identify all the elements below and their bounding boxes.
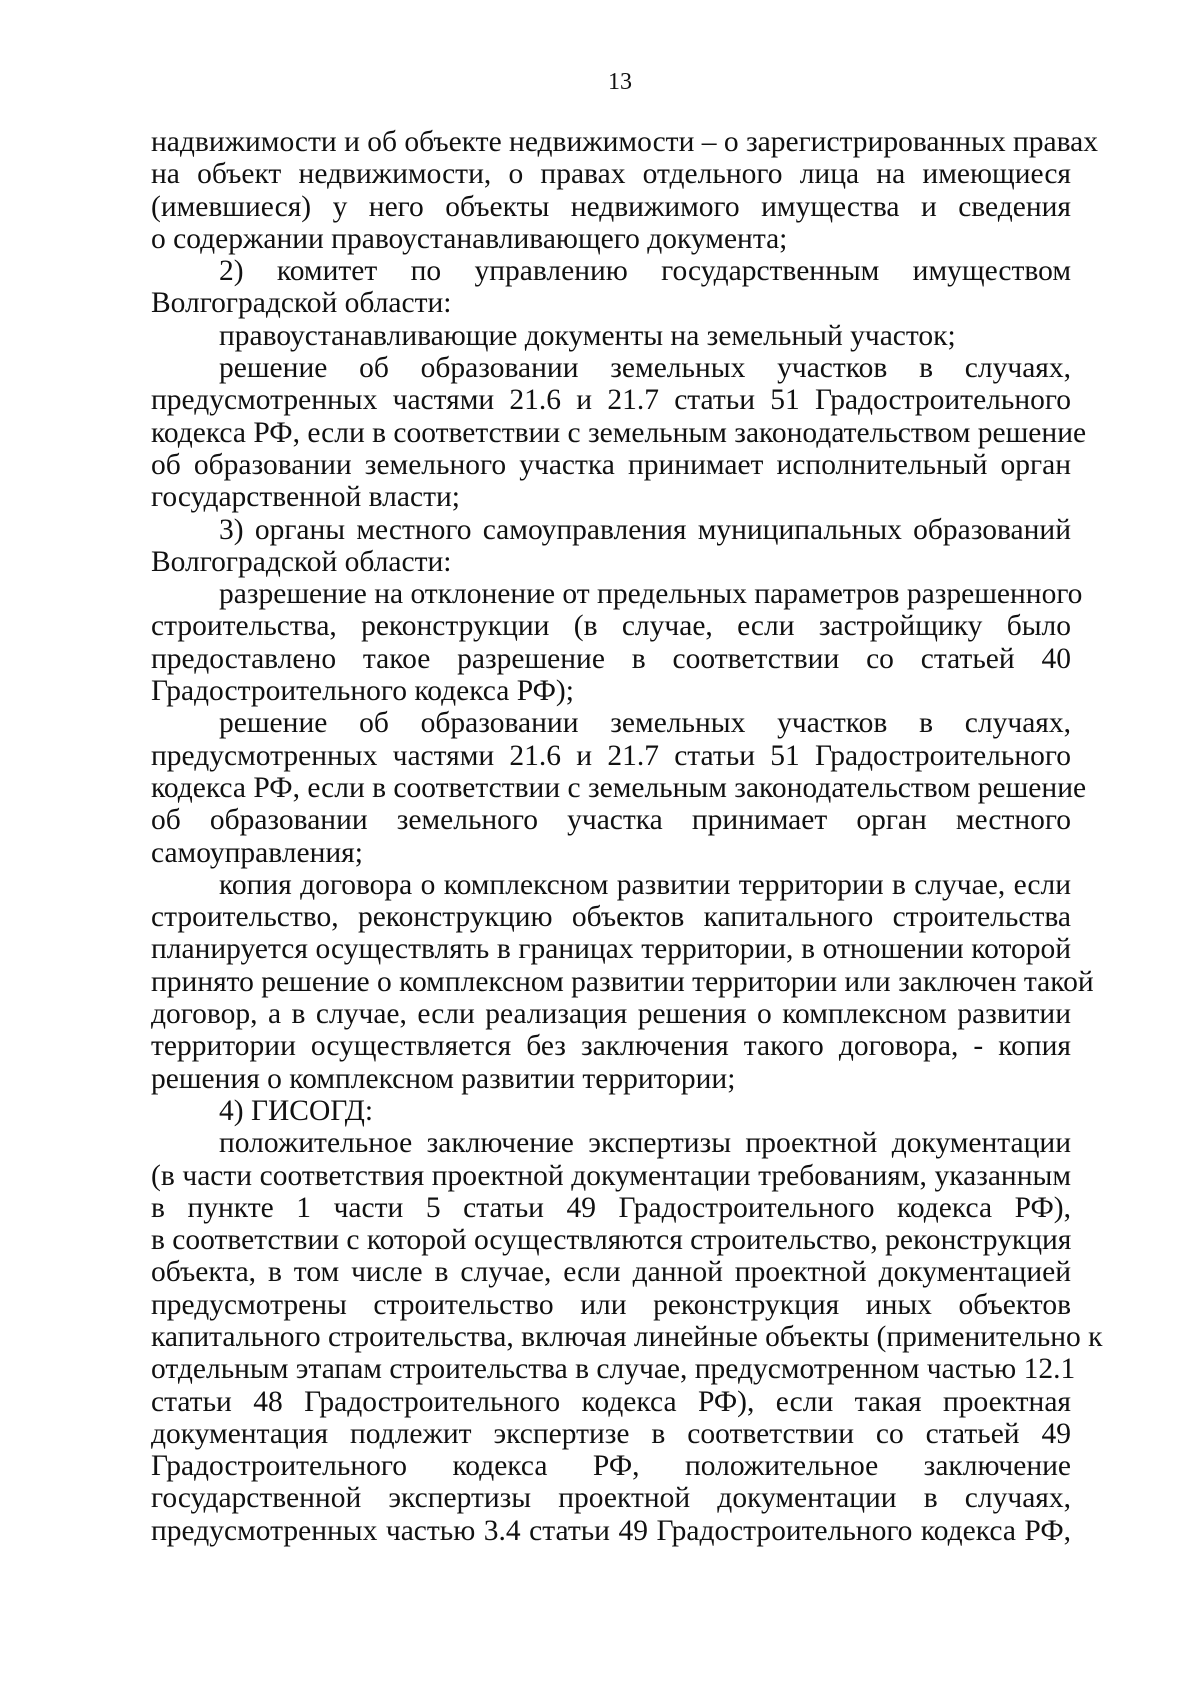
- text-line: 3) органы местного самоуправления муниципальных образований: [219, 513, 1071, 546]
- text-line: капитального строительства, включая линейные объекты (применительно к: [151, 1320, 1103, 1353]
- text-line: предусмотрены строительство или реконструкция иных объектов: [151, 1288, 1071, 1321]
- text-line: строительства, реконструкции (в случае, если застройщику было: [151, 610, 1071, 643]
- text-line: 4) ГИСОГД:: [219, 1094, 374, 1127]
- text-line: кодекса РФ, если в соответствии с земельным законодательством решение: [151, 771, 1087, 804]
- text-line: (в части соответствия проектной документации требованиям, указанным: [151, 1159, 1071, 1192]
- text-line: положительное заключение экспертизы проектной документации: [219, 1127, 1071, 1160]
- page-number: 13: [608, 69, 632, 95]
- text-line: копия договора о комплексном развитии территории в случае, если: [219, 868, 1071, 901]
- text-line: правоустанавливающие документы на земельный участок;: [219, 319, 956, 352]
- text-line: предусмотренных частью 3.4 статьи 49 Градостроительного кодекса РФ,: [151, 1514, 1071, 1547]
- text-line: Градостроительного кодекса РФ, положительное заключение: [151, 1450, 1071, 1483]
- text-line: об образовании земельного участка принимает орган местного: [151, 804, 1071, 837]
- text-line: отдельным этапам строительства в случае, предусмотренном частью 12.1: [151, 1353, 1076, 1386]
- text-line: планируется осуществлять в границах территории, в отношении которой: [151, 933, 1071, 966]
- text-line: в соответствии с которой осуществляются строительство, реконструкция: [151, 1224, 1072, 1257]
- text-line: предусмотренных частями 21.6 и 21.7 статьи 51 Градостроительного: [151, 739, 1071, 772]
- text-line: в пункте 1 части 5 статьи 49 Градостроительного кодекса РФ),: [151, 1191, 1071, 1224]
- document-body: [151, 126, 1103, 1547]
- text-line: предусмотренных частями 21.6 и 21.7 статьи 51 Градостроительного: [151, 384, 1071, 417]
- text-line: самоуправления;: [151, 836, 363, 869]
- text-line: (имевшиеся) у него объекты недвижимого имущества и сведения: [151, 190, 1071, 223]
- text-line: Градостроительного кодекса РФ);: [151, 675, 574, 708]
- text-line: на объект недвижимости, о правах отдельного лица на имеющиеся: [151, 158, 1071, 191]
- text-line: договор, а в случае, если реализация решения о комплексном развитии: [151, 998, 1071, 1031]
- text-line: решение об образовании земельных участков в случаях,: [219, 352, 1071, 385]
- text-line: статьи 48 Градостроительного кодекса РФ), если такая проектная: [151, 1385, 1071, 1418]
- text-line: решение об образовании земельных участков в случаях,: [219, 707, 1071, 740]
- text-line: Волгоградской области:: [151, 287, 452, 320]
- text-line: о содержании правоустанавливающего документа;: [151, 222, 788, 255]
- text-line: кодекса РФ, если в соответствии с земельным законодательством решение: [151, 416, 1087, 449]
- text-line: Волгоградской области:: [151, 545, 452, 578]
- text-line: решения о комплексном развитии территории;: [151, 1062, 736, 1095]
- text-line: об образовании земельного участка принимает исполнительный орган: [151, 448, 1071, 481]
- text-line: предоставлено такое разрешение в соответствии со статьей 40: [151, 642, 1071, 675]
- text-line: строительство, реконструкцию объектов капитального строительства: [151, 901, 1071, 934]
- text-line: документация подлежит экспертизе в соответствии со статьей 49: [151, 1417, 1071, 1450]
- text-line: государственной экспертизы проектной документации в случаях,: [151, 1482, 1071, 1515]
- text-line: принято решение о комплексном развитии территории или заключен такой: [151, 965, 1094, 998]
- text-line: разрешение на отклонение от предельных параметров разрешенного: [219, 578, 1083, 611]
- text-line: 2) комитет по управлению государственным имуществом: [219, 255, 1071, 288]
- text-line: надвижимости и об объекте недвижимости – о зарегистрированных правах: [151, 126, 1099, 158]
- text-line: территории осуществляется без заключения такого договора, - копия: [151, 1030, 1071, 1063]
- text-line: государственной власти;: [151, 481, 460, 514]
- text-line: объекта, в том числе в случае, если данной проектной документацией: [151, 1256, 1071, 1289]
